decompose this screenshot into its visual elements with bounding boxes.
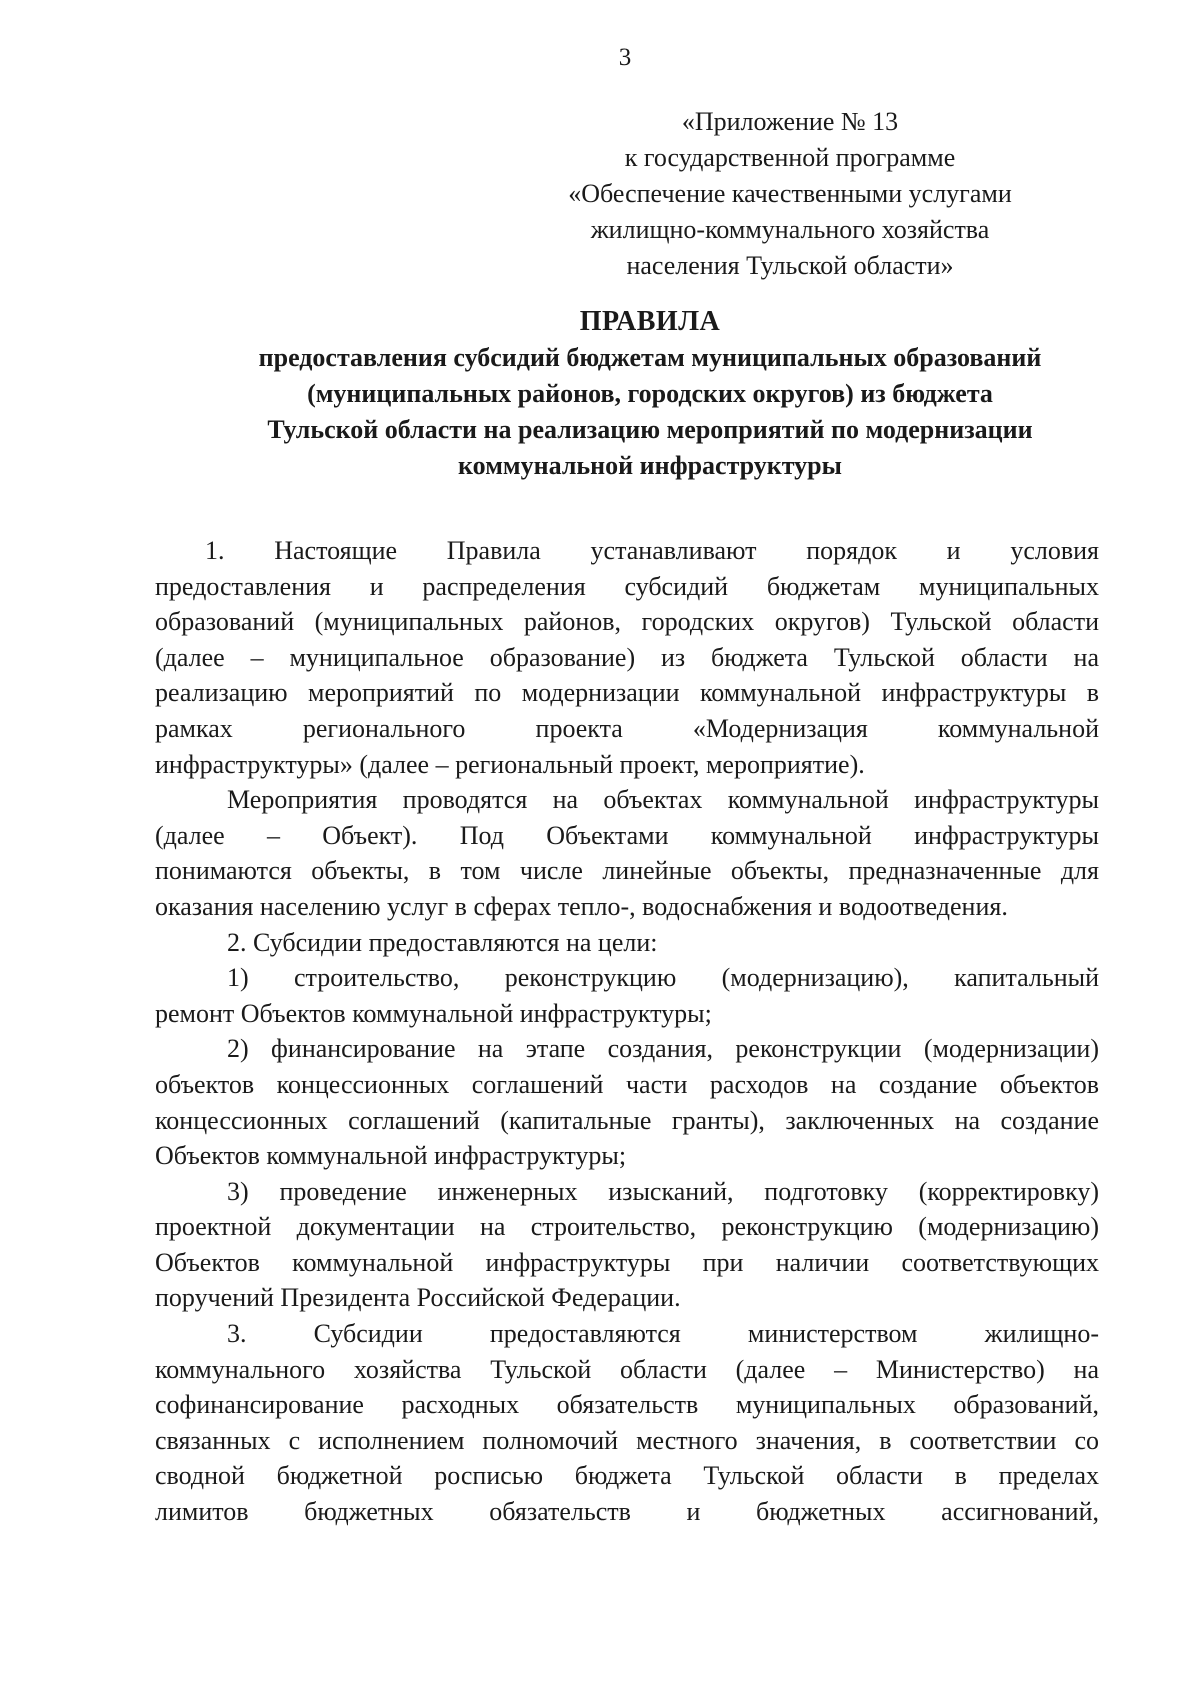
title-sub-line: предоставления субсидий бюджетам муниципальных образований bbox=[258, 343, 1042, 372]
body-line: 3) проведение инженерных изысканий, подготовку (корректировку) bbox=[227, 1176, 1099, 1206]
body-line: предоставления и распределения субсидий бюджетам муниципальных bbox=[155, 571, 1099, 601]
appendix-line: населения Тульской области» bbox=[626, 251, 954, 280]
body-line: ремонт Объектов коммунальной инфраструктуры; bbox=[155, 998, 712, 1028]
body-line: сводной бюджетной росписью бюджета Тульской области в пределах bbox=[155, 1461, 1099, 1491]
body-line: инфраструктуры» (далее – региональный проект, мероприятие). bbox=[155, 749, 865, 779]
body-line: концессионных соглашений (капитальные гранты), заключенных на создание bbox=[155, 1105, 1099, 1135]
body-line: (далее – муниципальное образование) из бюджета Тульской области на bbox=[155, 642, 1099, 672]
body-line: связанных с исполнением полномочий местного значения, в соответствии со bbox=[155, 1425, 1099, 1455]
appendix-line: жилищно-коммунального хозяйства bbox=[590, 215, 990, 244]
body-line: объектов концессионных соглашений части расходов на создание объектов bbox=[155, 1069, 1099, 1099]
body-line: (далее – Объект). Под Объектами коммунальной инфраструктуры bbox=[155, 820, 1099, 850]
body-line: понимаются объекты, в том числе линейные объекты, предназначенные для bbox=[155, 856, 1099, 886]
appendix-line: «Приложение № 13 bbox=[681, 107, 899, 136]
body-line: рамках регионального проекта «Модернизация коммунальной bbox=[155, 713, 1099, 743]
body-line: проектной документации на строительство, реконструкцию (модернизацию) bbox=[155, 1212, 1099, 1242]
body-line: Объектов коммунальной инфраструктуры; bbox=[155, 1141, 627, 1171]
body-line: софинансирование расходных обязательств муниципальных образований, bbox=[155, 1390, 1099, 1420]
body-line: реализацию мероприятий по модернизации коммунальной инфраструктуры в bbox=[155, 678, 1099, 708]
title-main: ПРАВИЛА bbox=[579, 306, 721, 337]
body-line: образований (муниципальных районов, городских округов) Тульской области bbox=[155, 607, 1099, 637]
appendix-line: к государственной программе bbox=[624, 143, 956, 172]
body-line: Мероприятия проводятся на объектах коммунальной инфраструктуры bbox=[227, 785, 1099, 815]
document-title bbox=[150, 304, 1150, 484]
body-line: лимитов бюджетных обязательств и бюджетных ассигнований, bbox=[155, 1497, 1099, 1527]
title-sub-line: коммунальной инфраструктуры bbox=[458, 451, 842, 480]
page-number: 3 bbox=[618, 44, 632, 71]
body-line: 2) финансирование на этапе создания, реконструкции (модернизации) bbox=[227, 1034, 1099, 1064]
title-sub-line: Тульской области на реализацию мероприятий по модернизации bbox=[267, 415, 1033, 444]
title-sub-line: (муниципальных районов, городских округов) из бюджета bbox=[307, 379, 993, 408]
body-line: 2. Субсидии предоставляются на цели: bbox=[227, 927, 658, 957]
body-line: 1. Настоящие Правила устанавливают порядок и условия bbox=[205, 536, 1099, 565]
appendix-header bbox=[540, 104, 1040, 284]
body-line: поручений Президента Российской Федерации. bbox=[155, 1283, 681, 1313]
body-line: 3. Субсидии предоставляются министерством жилищно- bbox=[227, 1319, 1099, 1349]
document-body bbox=[155, 533, 1099, 1530]
body-line: оказания населению услуг в сферах тепло-, водоснабжения и водоотведения. bbox=[155, 891, 1008, 921]
appendix-line: «Обеспечение качественными услугами bbox=[568, 179, 1012, 208]
body-line: 1) строительство, реконструкцию (модернизацию), капитальный bbox=[227, 963, 1099, 993]
body-line: коммунального хозяйства Тульской области (далее – Министерство) на bbox=[155, 1354, 1099, 1384]
title-subtitle bbox=[150, 340, 1150, 484]
body-line: Объектов коммунальной инфраструктуры при наличии соответствующих bbox=[155, 1247, 1099, 1277]
